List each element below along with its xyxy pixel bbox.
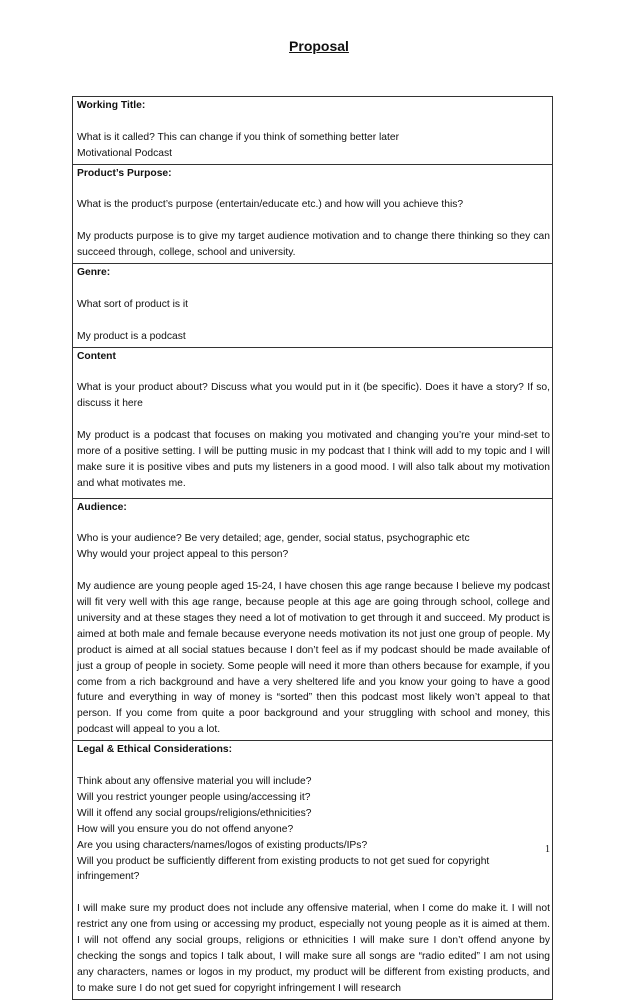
section-audience [73, 498, 552, 741]
legal-question-3: Will it offend any social groups/religions/ethnicities? [77, 807, 312, 819]
legal-heading: Legal & Ethical Considerations: [77, 744, 233, 756]
working-title-answer: Motivational Podcast [77, 147, 173, 159]
content-heading: Content [77, 350, 116, 362]
section-content [73, 347, 552, 498]
audience-question-1: Who is your audience? Be very detailed; age, gender, social status, psychographic etc [77, 533, 470, 545]
legal-question-5: Are you using characters/names/logos of existing products/IPs? [77, 839, 368, 851]
content-answer: My product is a podcast that focuses on making you motivated and changing you’re your mind-set to more of a positive setting. I will be putting music in my podcast that I think will add to my topic and I will make sure it is positive vibes and puts my listeners in a good mood. I will also talk about my motivation and what motivates me. [77, 430, 550, 489]
working-title-question: What is it called? This can change if you think of something better later [77, 131, 400, 143]
legal-question-6: Will you product be sufficiently different from existing products to not get sued for copyright infringement? [77, 855, 490, 883]
purpose-question: What is the product’s purpose (entertain/educate etc.) and how will you achieve this? [77, 199, 464, 211]
content-question: What is your product about? Discuss what you would put in it (be specific). Does it have a story? If so, discuss it here [77, 382, 550, 410]
audience-answer: My audience are young people aged 15-24, I have chosen this age range because I believe my podcast will fit very well with this age range, because people at this age are going through school, college and university and at these stages they need a lot of motivation to get through it and succeed. My product is aimed at both male and female because everyone needs motivation its not just one group of people. My product is aimed at all social statues because I don’t feel as if my podcast should be made available of just a group of people in society. Some people will need it more than others because for example, if you come from a rich background and have a very sheltered life and you know your going to have a good future and everything in way of money is “sorted” then this podcast most likely won’t appeal to that person. If you come from quite a poor background and your struggling with school and money, this podcast will appeal to you a lot. [77, 581, 550, 736]
audience-heading: Audience: [77, 501, 127, 513]
purpose-heading: Product’s Purpose: [77, 167, 172, 179]
page-number: 1 [545, 844, 550, 855]
genre-question: What sort of product is it [77, 298, 189, 310]
legal-answer: I will make sure my product does not include any offensive material, when I come do make it. I will not restrict any one from using or accessing my product, especially not young people as it is aimed at them. I will not offend any social groups, religions or ethnicities I will make sure I don’t offend anyone by checking the songs and topics I talk about, I will make sure all songs are “radio edited” I am not using any characters, names or logos in my product, my product will be different from existing products, and to make sure I do not get sued for copyright infringement I will research [77, 903, 550, 994]
section-purpose [73, 164, 552, 263]
legal-question-4: How will you ensure you do not offend anyone? [77, 823, 294, 835]
audience-question-2: Why would your project appeal to this person? [77, 549, 289, 561]
legal-question-2: Will you restrict younger people using/accessing it? [77, 791, 311, 803]
genre-answer: My product is a podcast [77, 330, 186, 342]
section-working-title [73, 97, 552, 164]
proposal-form [72, 96, 553, 1000]
purpose-answer: My products purpose is to give my target audience motivation and to change there thinking so they can succeed through, college, school and university. [77, 231, 550, 259]
legal-question-1: Think about any offensive material you will include? [77, 776, 312, 787]
genre-heading: Genre: [77, 267, 111, 279]
section-genre [73, 263, 552, 347]
page-title: Proposal [289, 38, 349, 54]
working-title-heading: Working Title: [77, 100, 146, 111]
section-legal [73, 740, 552, 998]
